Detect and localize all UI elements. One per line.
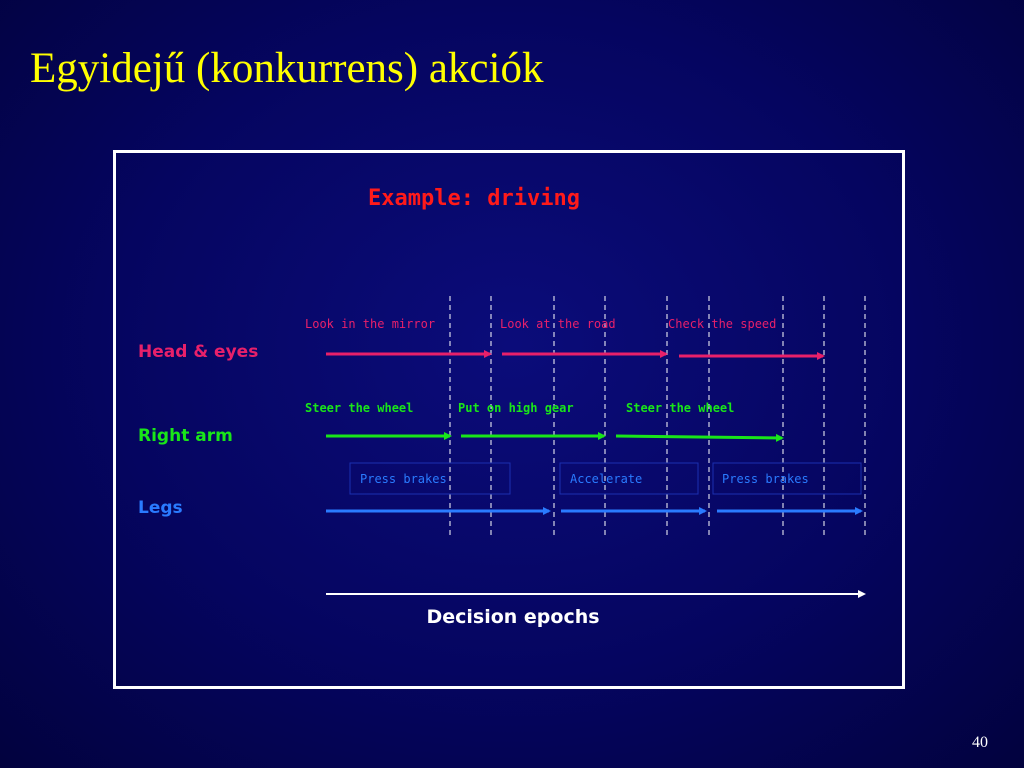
action-label: Accelerate: [570, 472, 643, 486]
row-label-legs: Legs: [138, 498, 183, 518]
action-arrow: [616, 436, 782, 438]
axis-label: Decision epochs: [426, 606, 600, 628]
action-label: Look in the mirror: [305, 317, 436, 331]
action-label: Press brakes: [360, 472, 447, 486]
epoch-lines: [450, 296, 865, 536]
slide-title: Egyidejű (konkurrens) akciók: [30, 45, 544, 92]
action-label: Steer the wheel: [626, 401, 735, 415]
row-label-right-arm: Right arm: [138, 426, 233, 446]
action-label: Put on high gear: [458, 401, 574, 415]
action-label: Press brakes: [722, 472, 809, 486]
diagram-title: Example: driving: [368, 186, 580, 211]
page-number: 40: [972, 734, 988, 751]
row-label-head-eyes: Head & eyes: [138, 342, 259, 362]
action-label: Steer the wheel: [305, 401, 414, 415]
action-label: Check the speed: [668, 317, 777, 331]
action-label: Look at the road: [500, 317, 616, 331]
